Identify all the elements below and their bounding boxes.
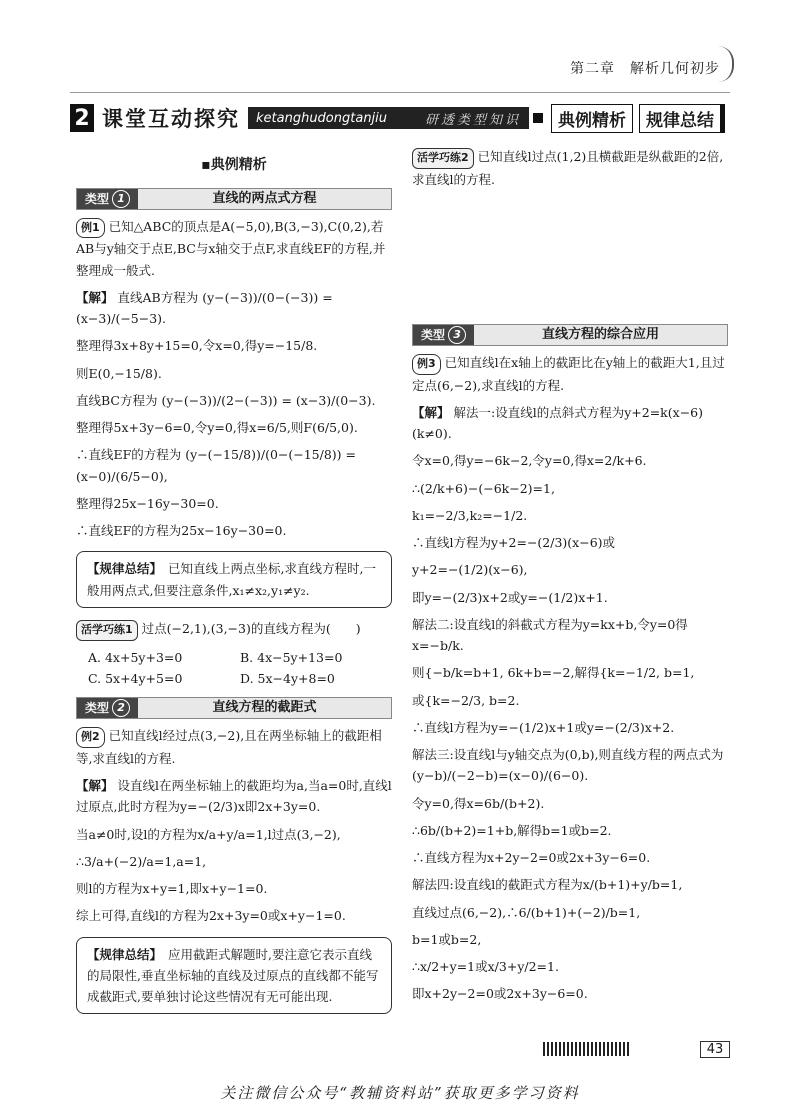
example-1-problem: 例1 已知△ABC的顶点是A(−5,0),B(3,−3),C(0,2),若AB与y轴交于点E,BC与x轴交于点F,求直线EF的方程,并整理成一般式. xyxy=(76,218,386,278)
option-d: D. 5x−4y+8=0 xyxy=(240,670,335,686)
answer-space xyxy=(412,196,728,316)
example-badge: 例2 xyxy=(76,727,105,748)
solution-line: 或{k=−2/3, b=2. xyxy=(412,692,520,708)
example-badge: 例3 xyxy=(412,354,441,375)
banner-square-icon xyxy=(533,113,543,123)
solution-line: 即y=−(2/3)x+2或y=−(1/2)x+1. xyxy=(412,589,608,605)
type-bar-2 xyxy=(76,697,392,719)
type-bar-1 xyxy=(76,188,392,210)
solution-line: 即x+2y−2=0或2x+3y−6=0. xyxy=(412,986,588,1002)
solution-line: 【解】 直线AB方程为 (y−(−3))/(0−(−3)) = (x−3)/(−5−3). xyxy=(76,289,333,327)
banner-title: 课堂互动探究 xyxy=(102,106,240,131)
solution-line: 令x=0,得y=−6k−2,令y=0,得x=2/k+6. xyxy=(412,453,647,469)
header-rule xyxy=(70,92,730,93)
type-tag: 类型 3 xyxy=(413,325,474,345)
footer-note: 关注微信公众号“教辅资料站”获取更多学习资料 xyxy=(220,1084,580,1102)
section-heading: ▪典例精析 xyxy=(201,157,267,173)
option-c: C. 5x+4y+5=0 xyxy=(88,670,183,686)
banner-pinyin: ketanghudongtanjiu xyxy=(256,110,388,126)
solution-line: ∴直线l方程为y+2=−(2/3)(x−6)或 xyxy=(412,535,616,551)
type-title: 直线方程的截距式 xyxy=(212,700,317,716)
solution-line: ∴x/2+y=1或x/3+y/2=1. xyxy=(412,959,559,975)
banner-number: 2 xyxy=(70,104,94,132)
solution-line: b=1或b=2, xyxy=(412,931,482,947)
practice-1-problem: 活学巧练1 过点(−2,1),(3,−3)的直线方程为( ) xyxy=(76,618,392,641)
right-column xyxy=(412,146,728,1011)
solution-line: 直线过点(6,−2),∴6/(b+1)+(−2)/b=1, xyxy=(412,904,641,920)
solution-line: 整理得5x+3y−6=0,令y=0,得x=6/5,则F(6/5,0). xyxy=(76,420,358,436)
section-banner xyxy=(70,103,725,133)
solution-line: 直线BC方程为 (y−(−3))/(2−(−3)) = (x−3)/(0−3). xyxy=(76,392,376,408)
page-number: 43 xyxy=(700,1041,730,1058)
solution-line: ∴直线EF的方程为25x−16y−30=0. xyxy=(76,523,287,539)
chapter-title: 第二章 解析几何初步 xyxy=(570,61,720,77)
solution-line: 令y=0,得x=6b/(b+2). xyxy=(412,795,545,811)
example-3-problem: 例3 已知直线l在x轴上的截距比在y轴上的截距大1,且过定点(6,−2),求直线l的方程. xyxy=(412,354,725,393)
solution-line: k₁=−2/3,k₂=−1/2. xyxy=(412,507,528,523)
rule-summary-box: 【规律总结】 应用截距式解题时,要注意它表示直线的局限性,垂直坐标轴的直线及过原点的直线都不能写成截距式,要单独讨论这些情况有无可能出现. xyxy=(76,937,392,1015)
practice-2-problem: 活学巧练2 已知直线l过点(1,2)且横截距是纵截距的2倍,求直线l的方程. xyxy=(412,149,724,187)
banner-tag-summary: 规律总结 xyxy=(639,104,725,133)
solution-line: 整理得25x−16y−30=0. xyxy=(76,495,219,511)
solution-line: 【解】 设直线l在两坐标轴上的截距均为a,当a=0时,直线l过原点,此时方程为y=−(2/3)x即2x+3y=0. xyxy=(76,778,392,815)
solution-line: ∴直线EF的方程为 (y−(−15/8))/(0−(−15/8)) = (x−0)/(6/5−0), xyxy=(76,447,356,484)
option-a: A. 4x+5y+3=0 xyxy=(88,649,183,665)
solution-line: ∴3/a+(−2)/a=1,a=1, xyxy=(76,853,207,869)
options-grid xyxy=(88,647,392,690)
chapter-bracket xyxy=(718,46,734,82)
example-2-problem: 例2 已知直线l经过点(3,−2),且在两坐标轴上的截距相等,求直线l的方程. xyxy=(76,728,382,766)
solution-line: 则l的方程为x+y=1,即x+y−1=0. xyxy=(76,881,268,897)
type-bar-3 xyxy=(412,324,728,346)
solution-line: ∴(2/k+6)−(−6k−2)=1, xyxy=(412,480,555,496)
page-number-box xyxy=(700,1040,730,1058)
solution-line: 综上可得,直线l的方程为2x+3y=0或x+y−1=0. xyxy=(76,908,346,924)
left-column xyxy=(76,150,392,1024)
solution-line: 当a≠0时,设l的方程为x/a+y/a=1,l过点(3,−2), xyxy=(76,826,341,842)
banner-pinyin-strip xyxy=(248,107,529,129)
solution-line: 解法二:设直线l的斜截式方程为y=kx+b,令y=0得x=−b/k. xyxy=(412,616,688,654)
section-square-icon: ▪ xyxy=(201,157,211,173)
solution-line: 解法四:设直线l的截距式方程为x/(b+1)+y/b=1, xyxy=(412,877,683,893)
solution-line: 解法三:设直线l与y轴交点为(0,b),则直线方程的两点式为(y−b)/(−2−b)=(x−0)/(6−0). xyxy=(412,747,724,784)
solution-line: ∴6b/(b+2)=1+b,解得b=1或b=2. xyxy=(412,822,612,838)
page-number-hatch xyxy=(543,1042,630,1056)
practice-badge: 活学巧练2 xyxy=(412,148,474,169)
type-tag: 类型 2 xyxy=(77,698,138,718)
solution-line: 则{−b/k=b+1, 6k+b=−2,解得{k=−1/2, b=1, xyxy=(412,665,695,681)
practice-badge: 活学巧练1 xyxy=(76,620,138,641)
solution-line: ∴直线l方程为y=−(1/2)x+1或y=−(2/3)x+2. xyxy=(412,719,675,735)
banner-motto: 研透类型知识 xyxy=(424,112,521,128)
type-title: 直线的两点式方程 xyxy=(212,190,317,206)
solution-line: ∴直线方程为x+2y−2=0或2x+3y−6=0. xyxy=(412,850,651,866)
banner-tag-examples: 典例精析 xyxy=(551,104,633,133)
solution-line: y+2=−(1/2)(x−6), xyxy=(412,562,528,578)
solution-line: 整理得3x+8y+15=0,令x=0,得y=−15/8. xyxy=(76,338,318,354)
type-title: 直线方程的综合应用 xyxy=(542,326,660,342)
type-tag: 类型 1 xyxy=(77,189,138,209)
solution-line: 【解】 解法一:设直线l的点斜式方程为y+2=k(x−6)(k≠0). xyxy=(412,404,703,442)
rule-summary-box: 【规律总结】 已知直线上两点坐标,求直线方程时,一般用两点式,但要注意条件,x₁≠x₂,y₁≠y₂. xyxy=(76,551,392,608)
solution-line: 则E(0,−15/8). xyxy=(76,365,162,381)
example-badge: 例1 xyxy=(76,218,105,239)
option-b: B. 4x−5y+13=0 xyxy=(240,649,343,665)
